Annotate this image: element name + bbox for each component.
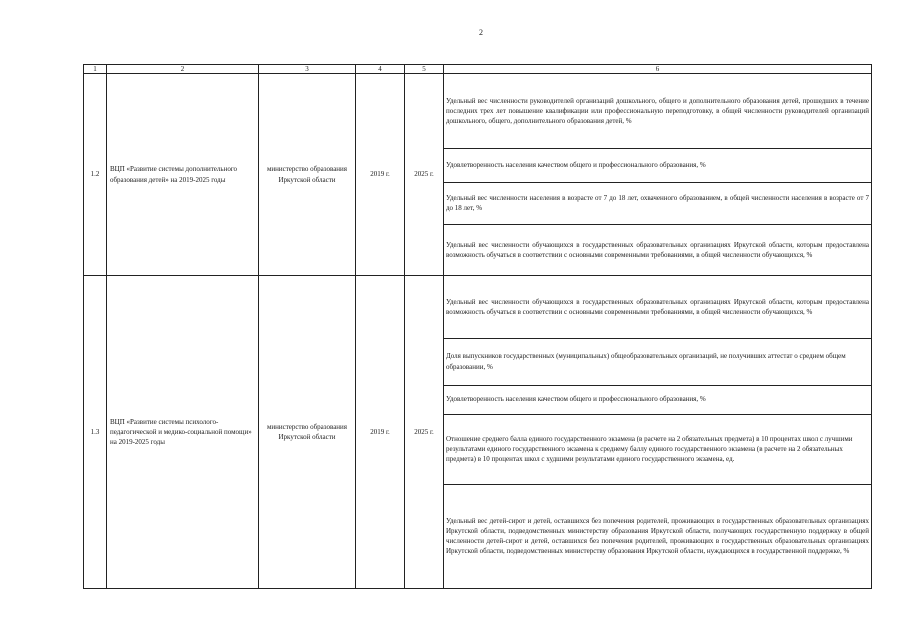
header-col-6: 6 [444, 65, 872, 74]
indicator-item: Доля выпускников государственных (муниципальных) общеобразовательных организаций, не получивших аттестат о среднем общем образовании, % [444, 338, 871, 385]
indicator-item: Удельный вес детей-сирот и детей, оставшихся без попечения родителей, проживающих в государственных образовательных организациях Иркутской области, подведомственных министерству образования Иркутской области, получающих государственную поддержку в общей численности детей-сирот и детей, оставшихся без попечения родителей, проживающих в государственных образовательных организациях Иркутской области, подведомственных министерству образования Иркутской области, нуждающихся в государственной поддержке, % [446, 516, 869, 556]
indicator-item: Удельный вес численности населения в возрасте от 7 до 18 лет, охваченного образованием, в общей численности населения в возрасте от 7 до 18 лет, % [444, 182, 871, 224]
start-year: 2019 г. [356, 74, 405, 276]
indicator-item: Удовлетворенность населения качеством общего и профессионального образования, % [444, 385, 871, 414]
program-name: ВЦП «Развитие системы психолого-педагогической и медико-социальной помощи» на 2019-2025 годы [107, 276, 259, 589]
table-row [84, 74, 872, 276]
indicator-item: Удовлетворенность населения качеством общего и профессионального образования, % [444, 148, 871, 182]
indicator-item: Удельный вес численности обучающихся в государственных образовательных организациях Иркутской области, которым предоставлена возможность обучаться в соответствии с основными современными требованиями, в общей численности обучающихся, % [444, 276, 871, 338]
responsible-executor: министерство образования Иркутской области [259, 74, 356, 276]
program-name: ВЦП «Развитие системы дополнительного образования детей» на 2019-2025 годы [107, 74, 259, 276]
indicators-cell [444, 276, 872, 589]
program-table [83, 64, 872, 589]
indicator-item: Удельный вес численности обучающихся в государственных образовательных организациях Иркутской области, которым предоставлена возможность обучаться в соответствии с основными современными требованиями, в общей численности обучающихся, % [446, 240, 869, 259]
responsible-executor: министерство образования Иркутской области [259, 276, 356, 589]
header-col-5: 5 [405, 65, 444, 74]
indicators-cell [444, 74, 872, 276]
table-row [84, 276, 872, 589]
table-header-row [84, 65, 872, 74]
end-year: 2025 г. [405, 276, 444, 589]
start-year: 2019 г. [356, 276, 405, 589]
indicators-list [444, 74, 871, 275]
header-col-3: 3 [259, 65, 356, 74]
page-number: 2 [479, 28, 483, 37]
indicators-list [444, 276, 871, 588]
indicator-item: Отношение среднего балла единого государственного экзамена (в расчете на 2 обязательных предмета) в 10 процентах школ с лучшими результатами единого государственного экзамена к среднему баллу единого государственного экзамена (в расчете на 2 обязательных предмета) в 10 процентах школ с худшими результатами единого государственного экзамена, ед. [444, 414, 871, 484]
header-col-1: 1 [84, 65, 107, 74]
row-number: 1.3 [84, 276, 107, 589]
end-year: 2025 г. [405, 74, 444, 276]
header-col-4: 4 [356, 65, 405, 74]
row-number: 1.2 [84, 74, 107, 276]
header-col-2: 2 [107, 65, 259, 74]
indicator-item: Удельный вес численности руководителей организаций дошкольного, общего и дополнительного образования детей, прошедших в течение последних трех лет повышение квалификации или профессиональную переподготовку, в общей численности руководителей организаций дошкольного, общего, дополнительного образования детей, % [444, 74, 871, 148]
